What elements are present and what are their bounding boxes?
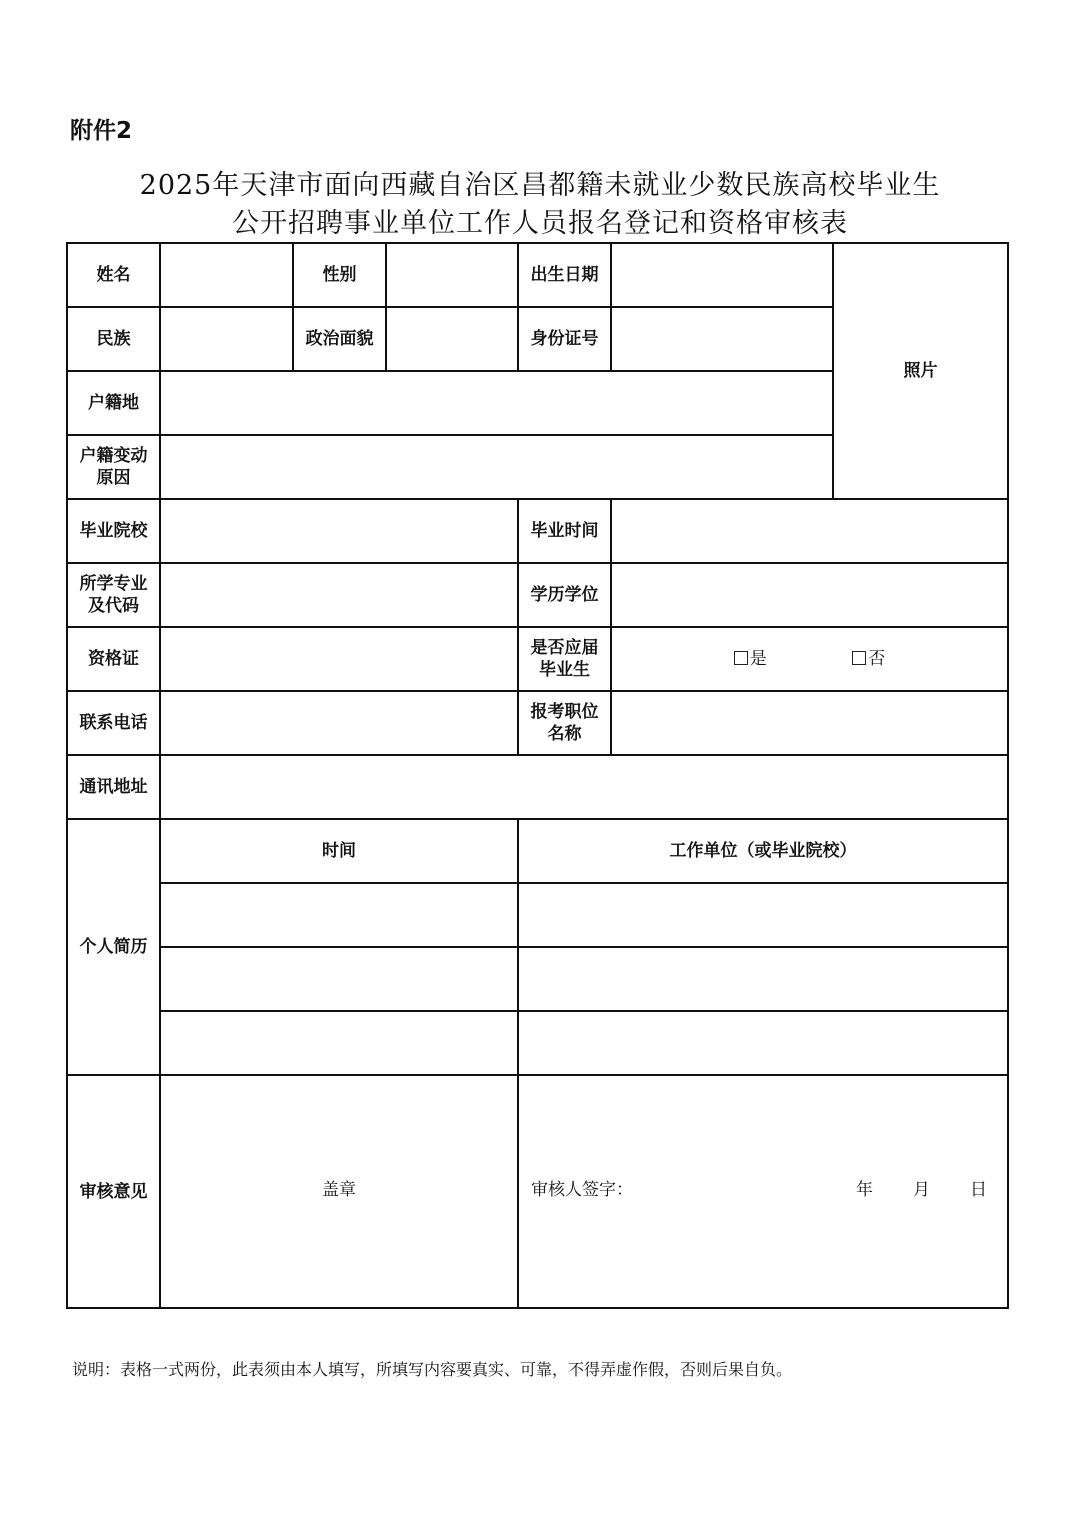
review-seal-area[interactable]	[160, 1075, 518, 1308]
name-label: 姓名	[67, 243, 160, 307]
ethnicity-field[interactable]	[160, 307, 293, 371]
review-label: 审核意见	[67, 1075, 160, 1308]
phone-label: 联系电话	[67, 691, 160, 755]
day-label: 日	[970, 1179, 987, 1200]
resume-unit-cell[interactable]	[518, 883, 1008, 947]
registration-form-table	[66, 242, 1009, 1309]
year-label: 年	[856, 1179, 873, 1200]
resume-time-cell[interactable]	[160, 883, 518, 947]
fresh-grad-yes-option[interactable]	[734, 648, 767, 670]
major-label	[67, 563, 160, 627]
major-field[interactable]	[160, 563, 518, 627]
address-label: 通讯地址	[67, 755, 160, 819]
household-register-label: 户籍地	[67, 371, 160, 435]
resume-unit-header: 工作单位（或毕业院校）	[518, 819, 1008, 883]
position-field[interactable]	[611, 691, 1008, 755]
yes-checkbox-icon[interactable]	[734, 651, 748, 665]
resume-time-cell[interactable]	[160, 947, 518, 1011]
month-label: 月	[913, 1179, 930, 1200]
household-change-label-line2: 原因	[96, 468, 131, 488]
graduate-school-field[interactable]	[160, 499, 518, 563]
review-signature-footer	[519, 1179, 1007, 1205]
seal-label: 盖章	[322, 1179, 356, 1200]
household-change-label-line1: 户籍变动	[79, 446, 148, 466]
position-label	[518, 691, 611, 755]
graduate-school-label: 毕业院校	[67, 499, 160, 563]
photo-box[interactable]: 照片	[833, 243, 1008, 499]
household-change-field[interactable]	[160, 435, 833, 499]
degree-label: 学历学位	[518, 563, 611, 627]
review-signature-area[interactable]	[518, 1075, 1008, 1308]
form-title-line1: 2025年天津市面向西藏自治区昌都籍未就业少数民族高校毕业生	[139, 170, 941, 201]
form-title-line2: 公开招聘事业单位工作人员报名登记和资格审核表	[232, 208, 848, 239]
household-change-label	[67, 435, 160, 499]
fresh-grad-label	[518, 627, 611, 691]
graduation-time-label: 毕业时间	[518, 499, 611, 563]
yes-option-label: 是	[749, 649, 767, 669]
resume-unit-cell[interactable]	[518, 1011, 1008, 1075]
signer-label: 审核人签字：	[531, 1179, 633, 1200]
resume-label: 个人简历	[67, 819, 160, 1075]
birth-date-field[interactable]	[611, 243, 833, 307]
form-note: 说明：表格一式两份，此表须由本人填写，所填写内容要真实、可靠，不得弄虚作假，否则后果自负。	[72, 1360, 793, 1379]
degree-field[interactable]	[611, 563, 1008, 627]
id-number-field[interactable]	[611, 307, 833, 371]
fresh-grad-no-option[interactable]	[852, 648, 885, 670]
position-label-line1: 报考职位	[530, 702, 599, 722]
fresh-grad-options	[611, 627, 1008, 691]
position-label-line2: 名称	[547, 724, 582, 744]
address-field[interactable]	[160, 755, 1008, 819]
ethnicity-label: 民族	[67, 307, 160, 371]
birth-date-label: 出生日期	[518, 243, 611, 307]
id-number-label: 身份证号	[518, 307, 611, 371]
no-option-label: 否	[868, 649, 886, 669]
no-checkbox-icon[interactable]	[852, 651, 866, 665]
phone-field[interactable]	[160, 691, 518, 755]
annex-label: 附件2	[70, 118, 133, 144]
resume-unit-cell[interactable]	[518, 947, 1008, 1011]
political-status-field[interactable]	[386, 307, 518, 371]
household-register-field[interactable]	[160, 371, 833, 435]
fresh-grad-label-line1: 是否应届	[530, 638, 599, 658]
fresh-grad-label-line2: 毕业生	[539, 660, 590, 680]
political-status-label: 政治面貌	[293, 307, 386, 371]
resume-time-cell[interactable]	[160, 1011, 518, 1075]
major-label-line1: 所学专业	[79, 574, 148, 594]
major-label-line2: 及代码	[88, 596, 139, 616]
certificate-field[interactable]	[160, 627, 518, 691]
graduation-time-field[interactable]	[611, 499, 1008, 563]
gender-label: 性别	[293, 243, 386, 307]
name-field[interactable]	[160, 243, 293, 307]
review-date	[816, 1179, 987, 1201]
gender-field[interactable]	[386, 243, 518, 307]
resume-time-header: 时间	[160, 819, 518, 883]
certificate-label: 资格证	[67, 627, 160, 691]
